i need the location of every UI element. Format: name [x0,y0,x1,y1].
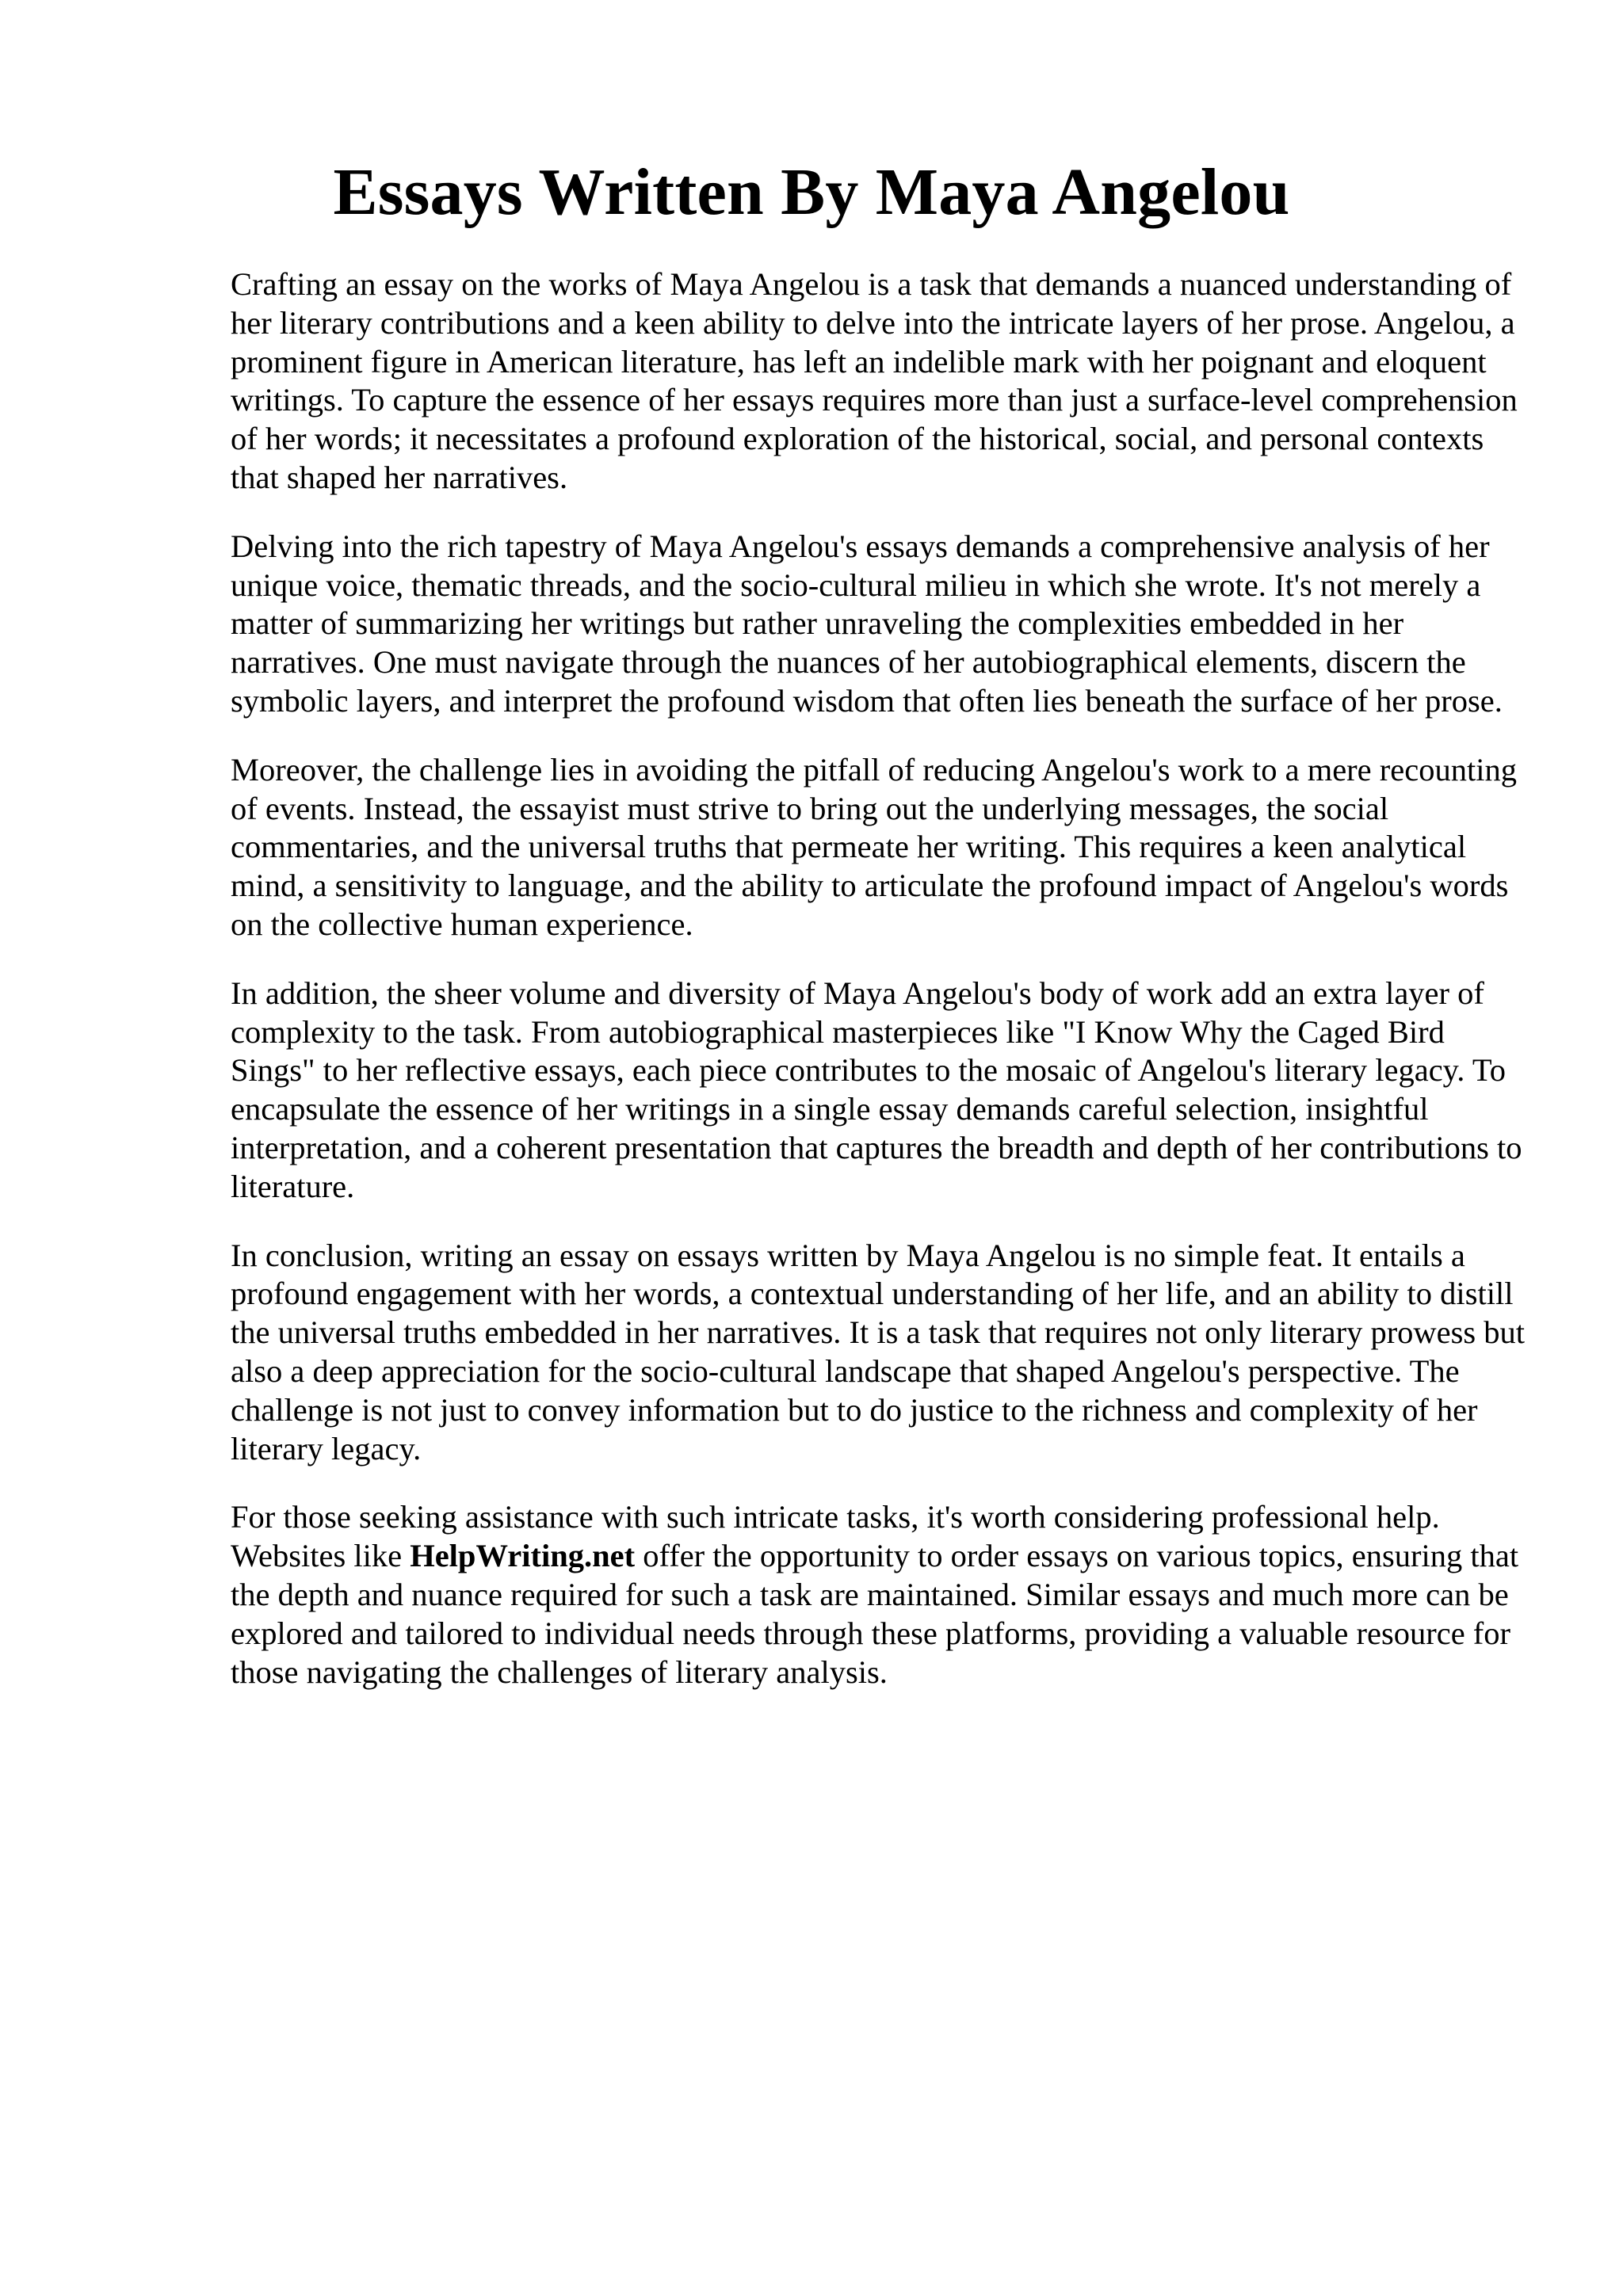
paragraph-6-rest: offer the opportunity to order essays on various topics, ensuring that the depth and nuance required for such a task are maintained. Similar essays and much more can be explored and tailored to individual needs through these platforms, providing a valuable resource for those navigating the challenges of literary analysis. [231,1538,1519,1690]
document-body [231,265,1526,1722]
document-title: Essays Written By Maya Angelou [333,155,1290,229]
paragraph-6-intro: For those seeking assistance with such intricate tasks, it's worth considering professional help. Websites like [231,1499,1440,1574]
paragraph-4: In addition, the sheer volume and diversity of Maya Angelou's body of work add an extra layer of complexity to the task. From autobiographical masterpieces like "I Know Why the Caged Bird Sings" to her reflective essays, each piece contributes to the mosaic of Angelou's literary legacy. To encapsulate the essence of her writings in a single essay demands careful selection, insightful interpretation, and a coherent presentation that captures the breadth and depth of her contributions to literature. [231,974,1522,1204]
paragraph-2: Delving into the rich tapestry of Maya Angelou's essays demands a comprehensive analysis of her unique voice, thematic threads, and the socio-cultural milieu in which she wrote. It's not merely a matter of summarizing her writings but rather unraveling the complexities embedded in her narratives. One must navigate through the nuances of her autobiographical elements, discern the symbolic layers, and interpret the profound wisdom that often lies beneath the surface of her prose. [231,528,1503,719]
paragraph-6 [231,1498,1526,1691]
paragraph-1: Crafting an essay on the works of Maya Angelou is a task that demands a nuanced understanding of her literary contributions and a keen ability to delve into the intricate layers of her prose. Angelou, a prominent figure in American literature, has left an indelible mark with her poignant and eloquent writings. To capture the essence of her essays requires more than just a surface-level comprehension of her words; it necessitates a profound exploration of the historical, social, and personal contexts that shaped her narratives. [231,266,1518,495]
paragraph-3: Moreover, the challenge lies in avoiding the pitfall of reducing Angelou's work to a mere recounting of events. Instead, the essayist must strive to bring out the underlying messages, the social commentaries, and the universal truths that permeate her writing. This requires a keen analytical mind, a sensitivity to language, and the ability to articulate the profound impact of Angelou's words on the collective human experience. [231,751,1517,942]
paragraph-5: In conclusion, writing an essay on essays written by Maya Angelou is no simple feat. It entails a profound engagement with her words, a contextual understanding of her life, and an ability to distill the universal truths embedded in her narratives. It is a task that requires not only literary prowess but also a deep appreciation for the socio-cultural landscape that shaped Angelou's perspective. The challenge is not just to convey information but to do justice to the richness and complexity of her literary legacy. [231,1237,1526,1466]
helpwriting-link[interactable]: HelpWriting.net [410,1538,636,1574]
